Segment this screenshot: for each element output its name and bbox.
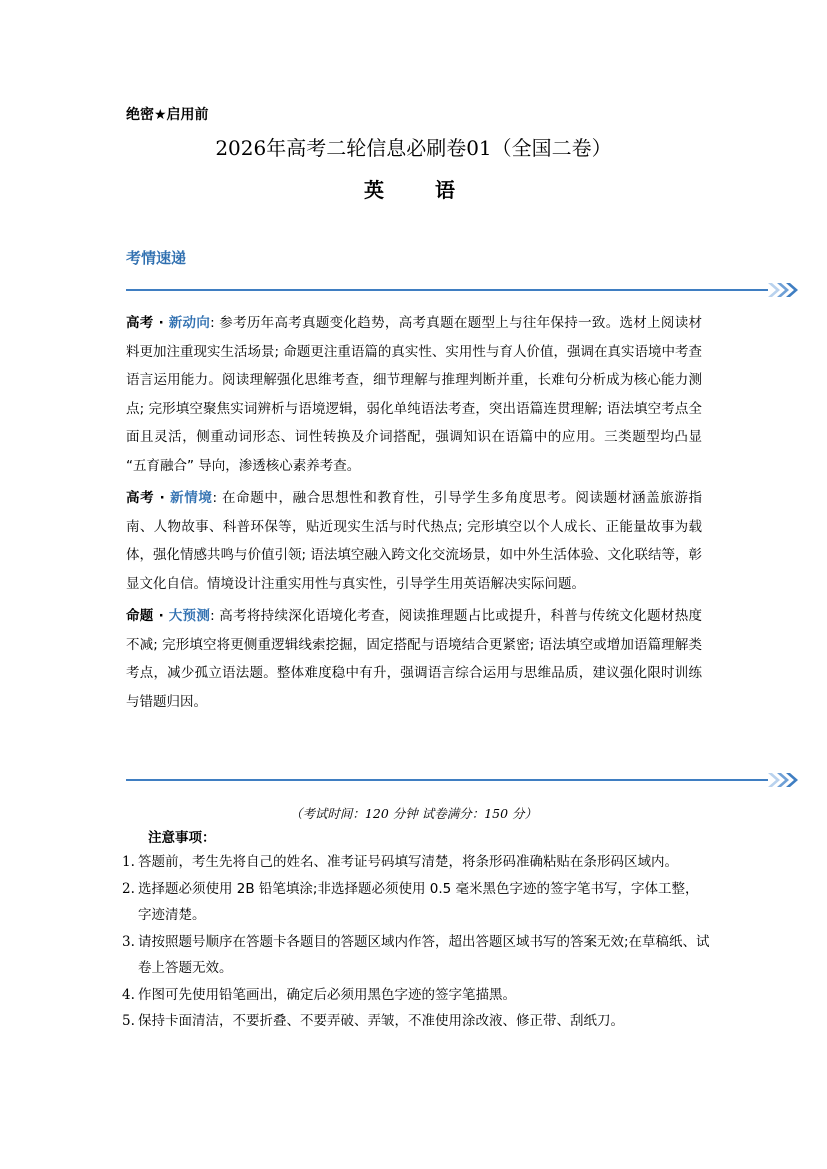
notes-list xyxy=(122,849,712,1035)
paragraph-lead: 命题 · xyxy=(126,608,169,624)
note-text: 答题前，考生先将自己的姓名、准考证号码填写清楚，将条形码准确粘贴在条形码区域内。 xyxy=(138,854,678,870)
note-number: 3. xyxy=(122,933,135,950)
notes-heading: 注意事项： xyxy=(148,830,216,846)
section-heading: 考情速递 xyxy=(126,249,187,267)
note-number: 2. xyxy=(122,880,135,897)
paragraph-lead: 高考 · xyxy=(126,315,169,331)
list-item xyxy=(122,876,712,929)
note-number: 4. xyxy=(122,986,135,1003)
paragraph-new-context xyxy=(126,484,702,598)
note-text: 请按照题号顺序在答题卡各题目的答题区域内作答，超出答题区域书写的答案无效;在草稿纸、试卷上答题无效。 xyxy=(138,933,710,976)
paragraph-keyword: 新情境 xyxy=(170,490,213,506)
top-divider xyxy=(126,289,768,291)
paragraph-lead: 高考 · xyxy=(126,490,171,506)
paragraph-text: : 在命题中，融合思想性和教育性，引导学生多角度思考。阅读题材涵盖旅游指南、人物故事、科普环保等，贴近现实生活与时代热点; 完形填空以个人成长、正能量故事为载体，强化情感共鸣与价值引领; 语法填空融入跨文化交流场景，如中外生活体验、文化联结等，彰显文化自信。情境设计注重实用性与真实性，引导学生用英语解决实际问题。 xyxy=(126,490,703,592)
note-text: 作图可先使用铅笔画出，确定后必须用黑色字迹的签字笔描黑。 xyxy=(138,986,516,1003)
paragraph-text: : 参考历年高考真题变化趋势，高考真题在题型上与往年保持一致。选材上阅读材料更加注重现实生活场景; 命题更注重语篇的真实性、实用性与育人价值，强调在真实语境中考查语言运用能力。阅读理解强化思维考查，细节理解与推理判断并重，长难句分析成为核心能力测点; 完形填空聚焦实词辨析与语境逻辑，弱化单纯语法考查，突出语篇连贯理解; 语法填空考点全面且灵活，侧重动词形态、词性转换及介词搭配，强调知识在语篇中的应用。三类题型均凸显 “五育融合” 导向，渗透核心素养考查。 xyxy=(126,315,703,474)
double-chevron-icon xyxy=(766,770,802,790)
exam-trend-paragraphs xyxy=(126,309,702,720)
note-text: 保持卡面清洁，不要折叠、不要弄破、弄皱，不准使用涂改液、修正带、刮纸刀。 xyxy=(138,1013,624,1029)
paragraph-keyword: 大预测 xyxy=(168,608,211,624)
paragraph-keyword: 新动向 xyxy=(168,315,211,331)
note-number: 1. xyxy=(122,854,135,870)
exam-time-score: （考试时间：120 分钟 试卷满分：150 分） xyxy=(289,806,538,821)
double-chevron-icon xyxy=(766,280,802,300)
list-item xyxy=(122,1008,712,1035)
paragraph-new-trend xyxy=(126,309,702,480)
confidential-label: 绝密★启用前 xyxy=(126,107,209,123)
list-item xyxy=(122,849,712,876)
subject-title: 英 语 xyxy=(364,178,477,202)
list-item xyxy=(122,982,712,1009)
bottom-divider xyxy=(126,779,768,781)
list-item xyxy=(122,929,712,982)
paragraph-text: : 高考将持续深化语境化考查，阅读推理题占比或提升，科普与传统文化题材热度不减; 完形填空将更侧重逻辑线索挖掘，固定搭配与语境结合更紧密; 语法填空或增加语篇理解类考点，减少孤立语法题。整体难度稳中有升，强调语言综合运用与思维品质，建议强化限时训练与错题归因。 xyxy=(126,608,703,710)
paragraph-prediction xyxy=(126,602,702,716)
note-text: 选择题必须使用 2B 铅笔填涂;非选择题必须使用 0.5 毫米黑色字迹的签字笔书写，字体工整，字迹清楚。 xyxy=(138,880,699,923)
note-number: 5. xyxy=(122,1013,135,1029)
exam-title: 2026年高考二轮信息必刷卷01（全国二卷） xyxy=(215,136,612,160)
